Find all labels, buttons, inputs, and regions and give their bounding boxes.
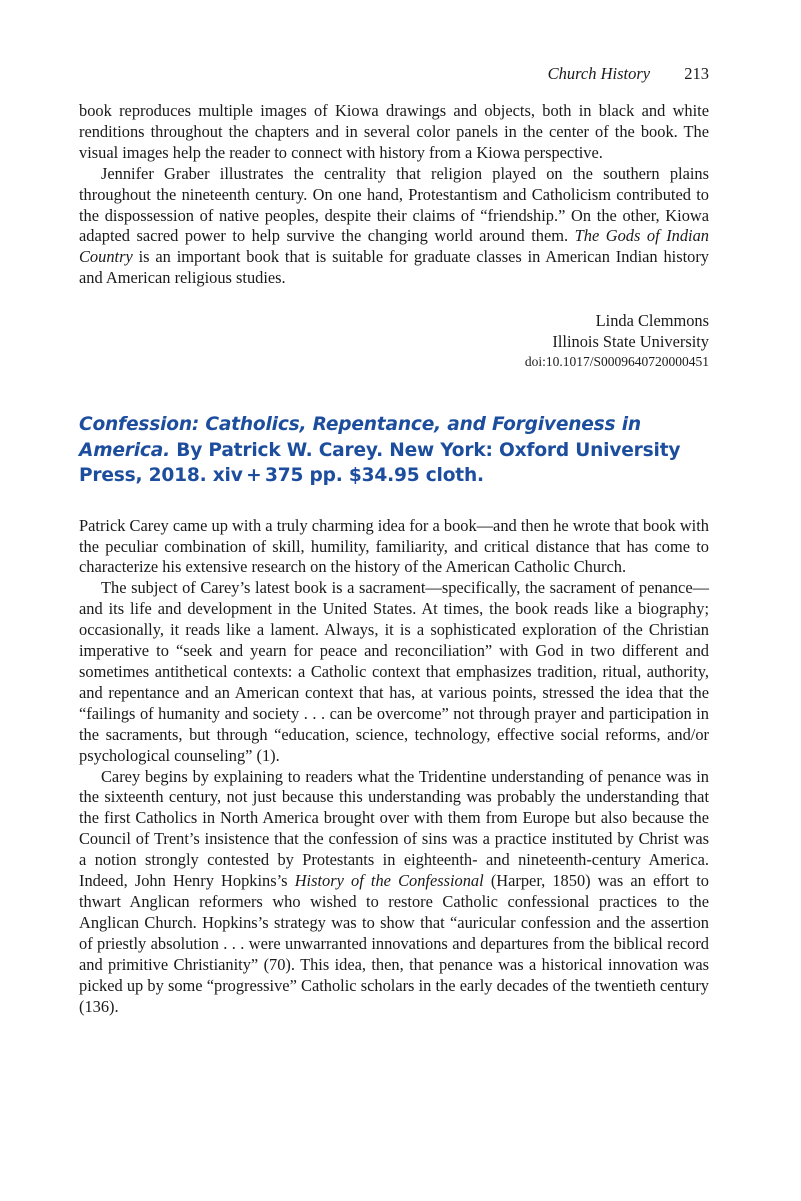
paragraph: Jennifer Graber illustrates the centrality that religion played on the southern plains throughout the nineteenth century. On one hand, Protestantism and Catholicism contributed to the dispossession of native peoples, despite their claims of “friendship.” On the other, Kiowa adapted sacred power to help survive the changing world around them. The Gods of Indian Country is an important book that is suitable for graduate classes in American Indian history and American religious studies. bbox=[79, 163, 710, 288]
previous-review-continuation bbox=[79, 101, 709, 371]
publication-info: . New York: Oxford University Press, 2018. xiv + 375 pp. $34.95 cloth. bbox=[79, 439, 681, 487]
paragraph: Patrick Carey came up with a truly charming idea for a book—and then he wrote that book with the peculiar combination of skill, humility, familiarity, and critical distance that has come to characterize his extensive research on the history of the American Catholic Church. bbox=[79, 515, 709, 577]
page-body bbox=[79, 101, 709, 1017]
reviewer-signature bbox=[79, 310, 709, 371]
doi-link[interactable]: doi:10.1017/S0009640720000451 bbox=[524, 354, 709, 370]
paragraph: The subject of Carey’s latest book is a sacrament—specifically, the sacrament of penance—and its life and development in the United States. At times, the book reads like a biography; occasionally, it reads like a lament. Always, it is a sophisticated exploration of the Christian imperative to “seek and yearn for peace and reconciliation” with God in two different and sometimes antithetical contexts: a Catholic context that emphasizes tradition, ritual, authority, and repentance and an American context that has, at various points, stressed the idea that the “failings of humanity and society . . . can be overcome” not through prayer and participation in the sacraments, but through “education, science, technology, effective social reforms, and/or psychological counseling” (1). bbox=[79, 578, 709, 765]
paragraph: Carey begins by explaining to readers what the Tridentine understanding of penance was in the sixteenth century, not just because this understanding was probably the understanding that the first Catholics in North America brought over with them from Europe but also because the Council of Trent’s insistence that the confession of sins was a practice instituted by Christ was a notion strongly contested by Protestants in eighteenth- and nineteenth-century America. Indeed, John Henry Hopkins’s History of the Confessional (Harper, 1850) was an effort to thwart Anglican reformers who wished to restore Catholic confessional practices to the Anglican Church. Hopkins’s strategy was to show that “auricular confession and the assertion of priestly absolution . . . were unwarranted innovations and departures from the biblical record and primitive Christianity” (70). This idea, then, that penance was a historical innovation was picked up by some “progressive” Catholic scholars in the early decades of the twentieth century (136). bbox=[79, 766, 709, 1016]
page-number: 213 bbox=[684, 64, 709, 83]
book-review bbox=[79, 412, 709, 1017]
journal-title: Church History bbox=[547, 64, 651, 83]
review-heading: Confession: Catholics, Repentance, and Forgiveness in America. By Patrick W. Carey. New York: Oxford University Press, 2018. xiv + 375 pp. $34.95 cloth. bbox=[79, 414, 681, 487]
paragraph: book reproduces multiple images of Kiowa drawings and objects, both in black and white renditions throughout the chapters and in several color panels in the center of the book. The visual images help the reader to connect with history from a Kiowa perspective. bbox=[79, 101, 709, 162]
reviewer-affiliation: Illinois State University bbox=[552, 332, 709, 352]
book-author: Patrick W. Carey bbox=[208, 439, 377, 461]
book-title-italic: The Gods of Indian Country bbox=[79, 226, 710, 267]
reviewer-name: Linda Clemmons bbox=[595, 311, 709, 331]
running-head bbox=[548, 64, 709, 84]
book-title: Confession: Catholics, Repentance, and Forgiveness in America. bbox=[79, 414, 641, 461]
book-title-italic: History of the Confessional bbox=[294, 871, 484, 891]
